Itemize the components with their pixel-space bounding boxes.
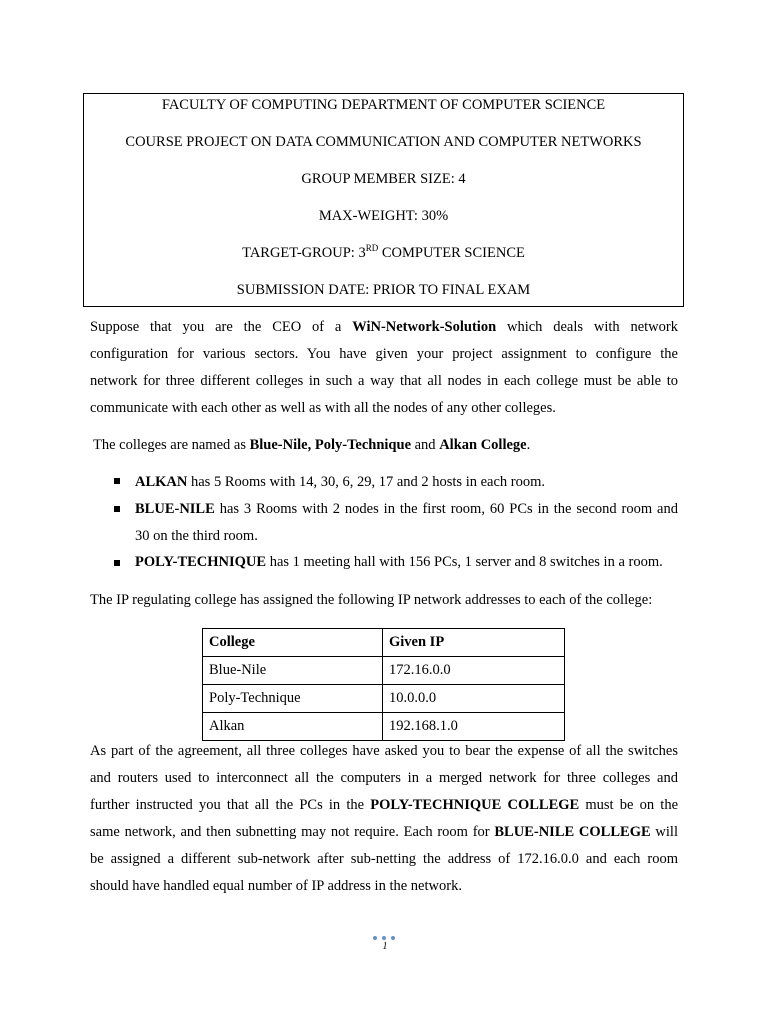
bullet-marker: [114, 478, 120, 484]
footer-dot: [391, 936, 395, 940]
ip-intro-sentence: The IP regulating college has assigned the following IP network addresses to each of the college:: [90, 592, 653, 608]
header-submission-date: SUBMISSION DATE: PRIOR TO FINAL EXAM: [236, 282, 531, 298]
header-group-size: GROUP MEMBER SIZE: 4: [301, 171, 466, 187]
table-cell-college: Poly-Technique: [203, 685, 383, 713]
table-row: [203, 685, 565, 713]
table-header-row: [203, 629, 565, 657]
table-cell-ip: 192.168.1.0: [383, 713, 565, 741]
table-cell-college: Blue-Nile: [203, 657, 383, 685]
table-row: [203, 657, 565, 685]
bullet-poly-technique: POLY-TECHNIQUE has 1 meeting hall with 156 PCs, 1 server and 8 switches in a room.: [135, 554, 663, 570]
table-header-college: College: [203, 629, 383, 657]
agreement-paragraph: As part of the agreement, all three colleges have asked you to bear the expense of all the switches and routers used to interconnect all the computers in a merged network for three colleges and further instructed you that all the PCs in the POLY-TECHNIQUE COLLEGE must be on the same network, and then subnetting may not require. Each room for BLUE-NILE COLLEGE will be assigned a different sub-network after sub-netting the address of 172.16.0.0 and each room should have handled equal number of IP address in the network.: [90, 743, 679, 894]
table-cell-ip: 10.0.0.0: [383, 685, 565, 713]
header-max-weight: MAX-WEIGHT: 30%: [318, 208, 449, 224]
header-box: [83, 93, 684, 307]
table-cell-ip: 172.16.0.0: [383, 657, 565, 685]
ip-address-table: [202, 628, 565, 741]
header-course: COURSE PROJECT ON DATA COMMUNICATION AND COMPUTER NETWORKS: [125, 134, 642, 150]
bullet-blue-nile: BLUE-NILE has 3 Rooms with 2 nodes in the first room, 60 PCs in the second room and 30 on the third room.: [135, 501, 678, 544]
colleges-sentence: The colleges are named as Blue-Nile, Poly-Technique and Alkan College.: [93, 437, 531, 453]
table-row: [203, 713, 565, 741]
footer-dot: [382, 936, 386, 940]
table-cell-college: Alkan: [203, 713, 383, 741]
page-number: 1: [382, 941, 388, 952]
header-target-group: TARGET-GROUP: 3RD COMPUTER SCIENCE: [242, 243, 525, 261]
intro-paragraph: Suppose that you are the CEO of a WiN-Network-Solution which deals with network configuration for various sectors. You have given your project assignment to configure the network for three different colleges in such a way that all nodes in each college must be able to communicate with each other as well as with all the nodes of any other colleges.: [90, 319, 678, 416]
footer-dot: [373, 936, 377, 940]
table-header-given-ip: Given IP: [383, 629, 565, 657]
bullet-marker: [114, 560, 120, 566]
bullet-marker: [114, 506, 120, 512]
header-faculty: FACULTY OF COMPUTING DEPARTMENT OF COMPUTER SCIENCE: [161, 97, 606, 113]
bullet-alkan: ALKAN has 5 Rooms with 14, 30, 6, 29, 17 and 2 hosts in each room.: [135, 474, 546, 490]
